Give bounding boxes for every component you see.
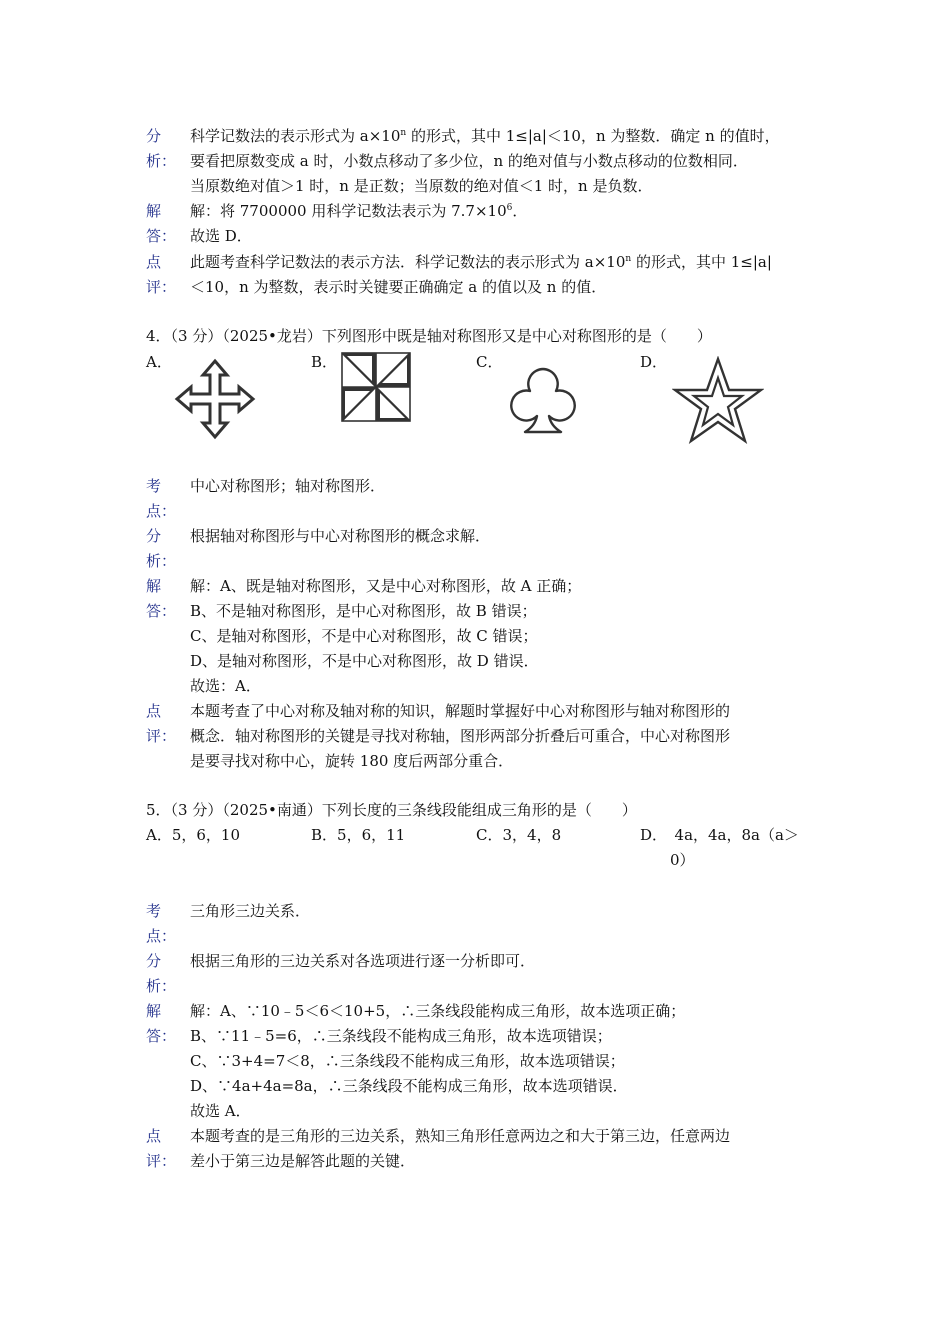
q4-comment-line3 xyxy=(146,749,816,774)
comment-text: ＜10，n 为整数，表示时关键要正确确定 a 的值以及 n 的值． xyxy=(190,278,607,296)
q4-analysis-line2 xyxy=(146,549,816,574)
q5-solution-line4 xyxy=(146,1074,816,1099)
q5-solution-line2 xyxy=(146,1024,816,1049)
solution-text: 故选 D． xyxy=(190,227,252,245)
section-tag: 答： xyxy=(146,602,177,620)
analysis-text: 当原数绝对值＞1 时，n 是正数；当原数的绝对值＜1 时，n 是负数． xyxy=(190,177,653,195)
option-b: B．5，6，11 xyxy=(311,826,406,844)
solution-text: 解：将 7700000 用科学记数法表示为 $7.7\times 10^6$． xyxy=(190,202,528,220)
pinwheel-icon xyxy=(339,350,413,424)
q4-comment-line1 xyxy=(146,699,816,724)
q3-solution-line2 xyxy=(146,224,816,249)
section-tag: 析： xyxy=(146,152,177,170)
comment-text: 本题考查了中心对称及轴对称的知识，解题时掌握好中心对称图形与轴对称图形的 xyxy=(190,702,731,720)
comment-text: 差小于第三边是解答此题的关键． xyxy=(190,1152,416,1170)
section-tag: 解 xyxy=(146,577,162,595)
section-tag: 分 xyxy=(146,952,162,970)
section-tag: 答： xyxy=(146,227,177,245)
q3-analysis-line1 xyxy=(146,124,816,149)
option-b-label: B． xyxy=(311,353,338,371)
q4-point-line1 xyxy=(146,474,816,499)
section-tag: 评： xyxy=(146,278,177,296)
section-tag: 点 xyxy=(146,253,162,271)
q3-comment-line2 xyxy=(146,275,816,300)
section-tag: 考 xyxy=(146,902,162,920)
option-d-continued: 0） xyxy=(670,851,695,869)
option-d: D． 4a，4a，8a（a＞ xyxy=(640,826,799,844)
solution-text: B、∵11﹣5=6，∴三条线段不能构成三角形，故本选项错误； xyxy=(190,1027,612,1045)
solution-text: 解：A、∵10﹣5＜6＜10+5，∴三条线段能构成三角形，故本选项正确； xyxy=(190,1002,686,1020)
star-icon xyxy=(672,356,764,444)
point-text: 中心对称图形；轴对称图形． xyxy=(190,477,386,495)
q3-comment-line1 xyxy=(146,250,816,275)
q4-comment-line2 xyxy=(146,724,816,749)
q4-point-line2 xyxy=(146,499,816,524)
q5-solution-line1 xyxy=(146,999,816,1024)
solution-text: B、不是轴对称图形，是中心对称图形，故 B 错误； xyxy=(190,602,537,620)
section-tag: 考 xyxy=(146,477,162,495)
section-tag: 点 xyxy=(146,702,162,720)
q4-solution-line2 xyxy=(146,599,816,624)
option-a-label: A． xyxy=(146,353,172,371)
q5-comment-line2 xyxy=(146,1149,816,1174)
q4-solution-line4 xyxy=(146,649,816,674)
q4-solution-line1 xyxy=(146,574,816,599)
q5-comment-line1 xyxy=(146,1124,816,1149)
q5-point-line2 xyxy=(146,924,816,949)
solution-text: D、是轴对称图形，不是中心对称图形，故 D 错误． xyxy=(190,652,539,670)
q4-solution-line3 xyxy=(146,624,816,649)
section-tag: 点 xyxy=(146,1127,162,1145)
section-tag: 分 xyxy=(146,127,162,145)
section-tag: 答： xyxy=(146,1027,177,1045)
club-icon xyxy=(505,366,581,438)
comment-text: 此题考查科学记数法的表示方法．科学记数法的表示形式为 $a\times 10^n$ 的形式，其中 1≤|a| xyxy=(190,253,772,271)
section-tag: 析： xyxy=(146,552,177,570)
option-a: A．5，6，10 xyxy=(146,826,241,844)
option-c-label: C． xyxy=(476,353,503,371)
q5-analysis-line1 xyxy=(146,949,816,974)
q5-point-line1 xyxy=(146,899,816,924)
section-tag: 点： xyxy=(146,927,177,945)
question-4-stem: 4．（3 分）（2025•龙岩）下列图形中既是轴对称图形又是中心对称图形的是（ ） xyxy=(146,327,712,345)
analysis-text: 科学记数法的表示形式为 $a\times 10^n$ 的形式，其中 1≤|a|＜10，n 为整数．确定 n 的值时， xyxy=(190,127,780,145)
solution-text: 解：A、既是轴对称图形，又是中心对称图形，故 A 正确； xyxy=(190,577,582,595)
four-arrow-cross-icon xyxy=(174,358,256,440)
solution-text: 故选 A． xyxy=(190,1102,251,1120)
q3-analysis-line2 xyxy=(146,149,816,174)
q5-analysis-line2 xyxy=(146,974,816,999)
solution-text: D、∵4a+4a=8a，∴三条线段不能构成三角形，故本选项错误． xyxy=(190,1077,628,1095)
q4-solution-line5 xyxy=(146,674,816,699)
analysis-text: 要看把原数变成 a 时，小数点移动了多少位，n 的绝对值与小数点移动的位数相同． xyxy=(190,152,748,170)
q4-analysis-line1 xyxy=(146,524,816,549)
comment-text: 本题考查的是三角形的三边关系，熟知三角形任意两边之和大于第三边，任意两边 xyxy=(190,1127,731,1145)
q3-analysis-line3 xyxy=(146,174,816,199)
section-tag: 评： xyxy=(146,1152,177,1170)
section-tag: 分 xyxy=(146,527,162,545)
analysis-text: 根据轴对称图形与中心对称图形的概念求解． xyxy=(190,527,491,545)
q3-solution-line1 xyxy=(146,199,816,224)
question-5-stem: 5．（3 分）（2025•南通）下列长度的三条线段能组成三角形的是（ ） xyxy=(146,801,637,819)
solution-text: 故选：A． xyxy=(190,677,261,695)
section-tag: 解 xyxy=(146,202,162,220)
section-tag: 解 xyxy=(146,1002,162,1020)
option-c: C．3，4，8 xyxy=(476,826,562,844)
comment-text: 概念．轴对称图形的关键是寻找对称轴，图形两部分折叠后可重合，中心对称图形 xyxy=(190,727,731,745)
section-tag: 点： xyxy=(146,502,177,520)
point-text: 三角形三边关系． xyxy=(190,902,311,920)
q5-solution-line5 xyxy=(146,1099,816,1124)
section-tag: 评： xyxy=(146,727,177,745)
section-tag: 析： xyxy=(146,977,177,995)
solution-text: C、∵3+4=7＜8，∴三条线段不能构成三角形，故本选项错误； xyxy=(190,1052,625,1070)
analysis-text: 根据三角形的三边关系对各选项进行逐一分析即可． xyxy=(190,952,536,970)
solution-text: C、是轴对称图形，不是中心对称图形，故 C 错误； xyxy=(190,627,538,645)
comment-text: 是要寻找对称中心，旋转 180 度后两部分重合． xyxy=(190,752,514,770)
option-d-label: D． xyxy=(640,353,668,371)
q5-solution-line3 xyxy=(146,1049,816,1074)
